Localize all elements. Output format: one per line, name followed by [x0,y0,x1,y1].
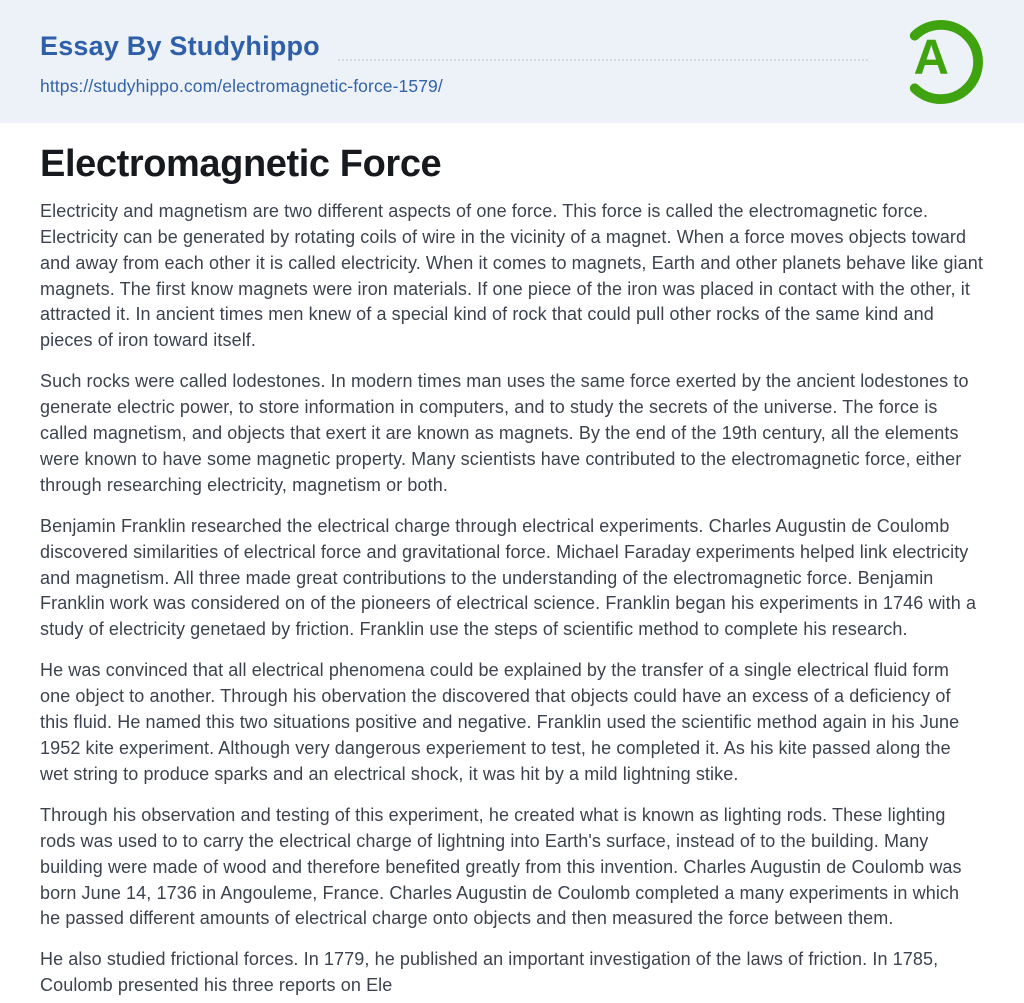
essay-content [0,123,1024,999]
essay-paragraph-6: He also studied frictional forces. In 1779, he published an important investigation of the laws of friction. In 1785, Coulomb presented his three reports on Ele [40,949,939,996]
essay-paragraph-4: He was convinced that all electrical phenomena could be explained by the transfer of a single electrical fluid form one object to another. Through his obervation the discovered that objects could have an excess of a deficiency of this fluid. He named this two situations positive and negative. Franklin used the scientific method again in his June 1952 kite experiment. Although very dangerous experiement to test, he completed it. As his kite passed along the wet string to produce sparks and an electrical shock, it was hit by a mild lightning stike. [40,660,960,784]
header-title-row [40,31,868,62]
essay-paragraph-3: Benjamin Franklin researched the electrical charge through electrical experiments. Charles Augustin de Coulomb discovered similarities of electrical force and gravitational force. Michael Faraday experiments helped link electricity and magnetism. All three made great contributions to the understanding of the electromagnetic force. Benjamin Franklin work was considered on of the pioneers of electrical science. Franklin began his experiments in 1746 with a study of electricity genetaed by friction. Franklin use the steps of scientific method to complete his research. [40,515,977,640]
page-header [0,0,1024,123]
essay-title: Electromagnetic Force [40,143,442,185]
essay-paragraph-5: Through his observation and testing of this experiment, he created what is known as lighting rods. These lighting rods was used to to carry the electrical charge of lightning into Earth's surface, instead of to the building. Many building were made of wood and therefore benefited greatly from this invention. Charles Augustin de Coulomb was born June 14, 1736 in Angouleme, France. Charles Augustin de Coulomb completed a many experiments in which he passed different amounts of electrical charge onto objects and then measured the force between them. [40,804,962,929]
studyhippo-logo[interactable] [898,19,984,105]
essay-paragraph-2: Such rocks were called lodestones. In modern times man uses the same force exerted by the ancient lodestones to generate electric power, to store information in computers, and to study the secrets of the universe. The force is called magnetism, and objects that exert it are known as magnets. By the end of the 19th century, all the elements were known to have some magnetic property. Many scientists have contributed to the electromagnetic force, either through researching electricity, magnetism or both. [40,371,969,495]
essay-url-link[interactable]: https://studyhippo.com/electromagnetic-force-1579/ [40,75,443,96]
header-text-block [40,27,898,97]
logo-arc-icon [898,19,984,105]
site-title: Essay By Studyhippo [40,30,320,61]
essay-paragraph-1: Electricity and magnetism are two different aspects of one force. This force is called the electromagnetic force. Electricity can be generated by rotating coils of wire in the vicinity of a magnet. When a force moves objects toward and away from each other it is called electricity. When it comes to magnets, Earth and other planets behave like giant magnets. The first know magnets were iron materials. If one piece of the iron was placed in contact with the other, it attracted it. In ancient times men knew of a special kind of rock that could pull other rocks of the same kind and pieces of iron toward itself. [40,200,983,351]
logo-letter: A [913,30,949,85]
dotted-separator [338,59,868,61]
